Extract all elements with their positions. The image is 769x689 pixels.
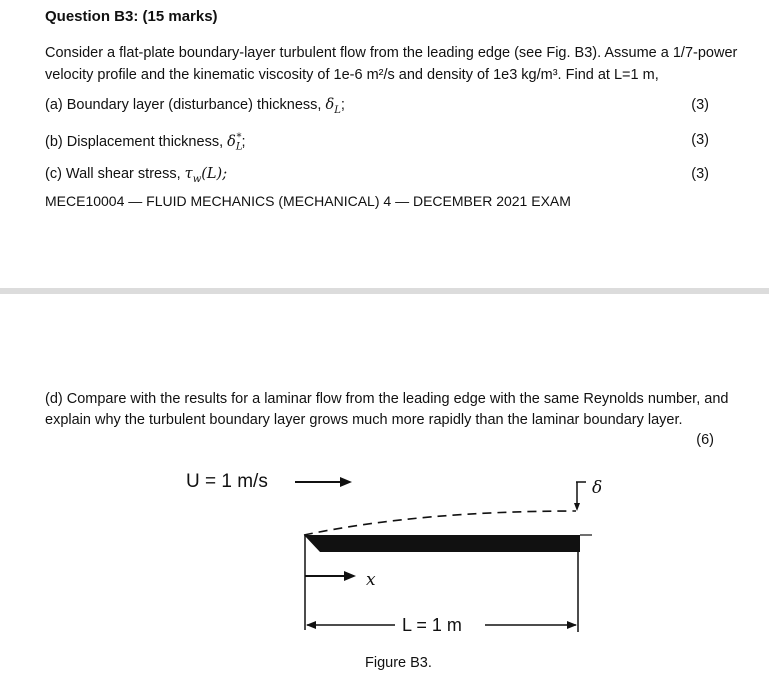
x-label: x	[366, 570, 376, 590]
exam-header: MECE10004 — FLUID MECHANICS (MECHANICAL) 4 — DECEMBER 2021 EXAM	[45, 193, 571, 209]
part-a	[45, 97, 345, 116]
figure-caption: Figure B3.	[365, 655, 432, 671]
figure-diagram	[0, 455, 769, 685]
velocity-arrowhead	[340, 477, 352, 487]
part-b-marks: (3)	[691, 132, 709, 148]
delta-label: δ	[592, 478, 603, 498]
part-a-text: (a) Boundary layer (disturbance) thickness,	[45, 97, 326, 113]
part-a-suffix: ;	[340, 97, 345, 113]
length-arrow-right	[567, 621, 577, 629]
delta-arrowhead	[574, 503, 580, 511]
part-c	[45, 166, 227, 185]
part-d-text: (d) Compare with the results for a laminar flow from the leading edge with the same Reynolds number, and explain why the turbulent boundary layer grows much more rapidly than the laminar boundary layer.	[45, 391, 729, 428]
part-c-suffix: (L);	[201, 166, 228, 182]
page-divider	[0, 288, 769, 294]
part-c-subscript: w	[192, 173, 202, 185]
question-intro	[45, 42, 745, 86]
length-arrow-left	[306, 621, 316, 629]
velocity-label: U = 1 m/s	[186, 471, 268, 492]
part-c-marks: (3)	[691, 166, 709, 182]
boundary-layer-edge	[304, 511, 576, 535]
part-c-symbol: τ	[184, 166, 193, 182]
x-arrowhead	[344, 571, 356, 581]
part-b	[45, 132, 246, 153]
part-b-superscript: *	[236, 132, 242, 143]
part-b-suffix: ;	[241, 133, 246, 150]
length-label: L = 1 m	[402, 615, 462, 635]
flat-plate	[304, 535, 580, 552]
question-title: Question B3: (15 marks)	[45, 8, 218, 25]
part-b-text: (b) Displacement thickness,	[45, 133, 228, 150]
intro-text: Consider a flat-plate boundary-layer turbulent flow from the leading edge (see Fig. B3). Assume a 1/7-power velocity profile and the kinematic viscosity of 1e-6 m²/s and density of 1e3 kg/m³. Find at	[45, 45, 738, 83]
part-a-subscript: L	[334, 104, 341, 116]
part-d-marks: (6)	[696, 432, 714, 448]
part-c-text: (c) Wall shear stress,	[45, 166, 185, 182]
part-a-marks: (3)	[691, 97, 709, 113]
part-b-symbol: δ	[227, 133, 236, 150]
figure-b3	[0, 455, 769, 685]
part-a-symbol: δ	[325, 97, 335, 113]
intro-length-value: L=1 m,	[613, 67, 659, 83]
part-b-subscript: L	[235, 141, 243, 153]
